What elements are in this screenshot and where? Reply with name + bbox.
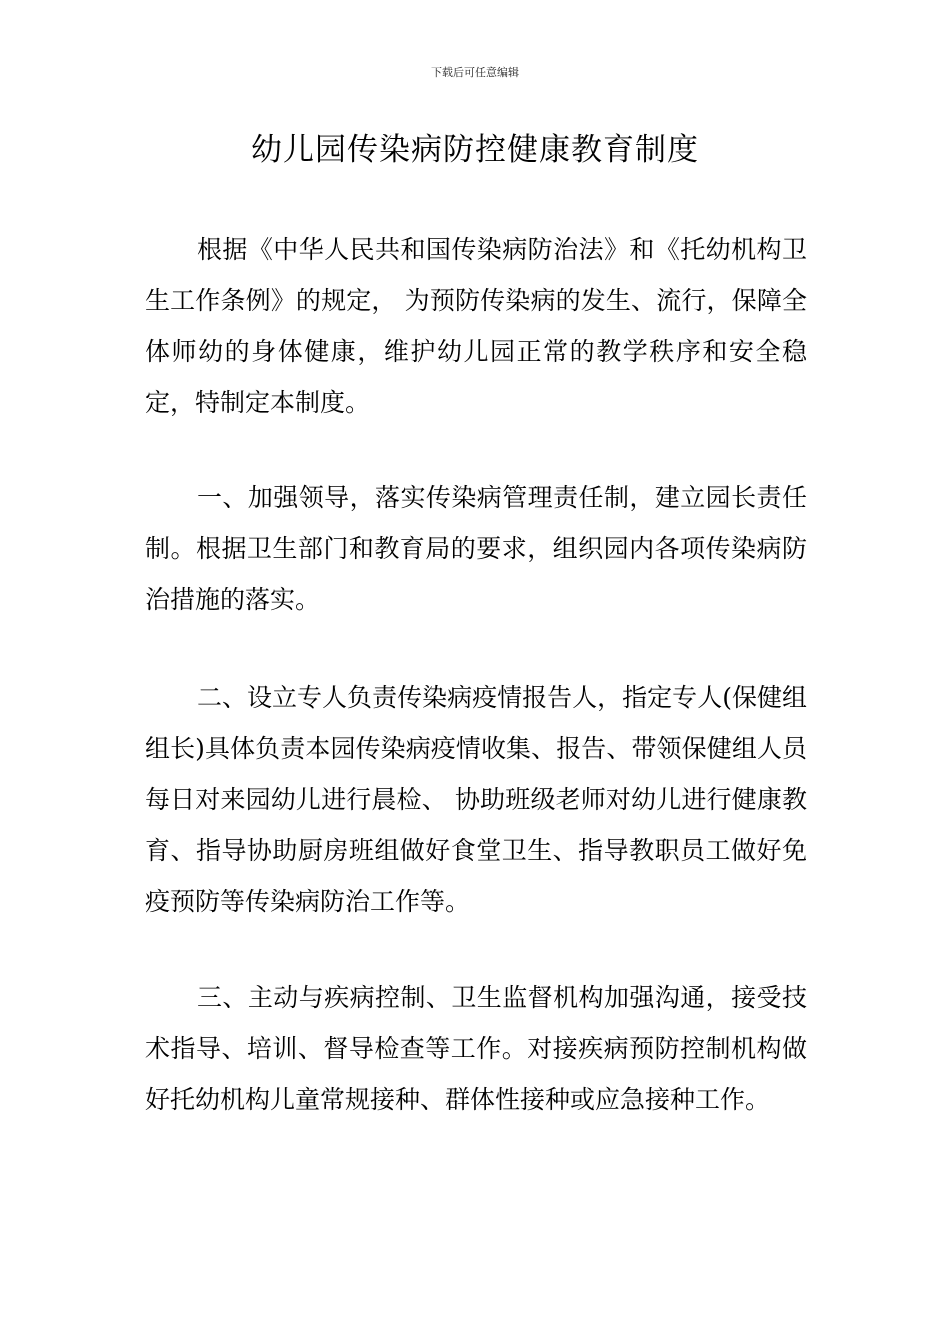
document-title: 幼儿园传染病防控健康教育制度 xyxy=(251,132,699,168)
paragraph-intro: 根据《中华人民共和国传染病防治法》和《托幼机构卫生工作条例》的规定， 为预防传染病的发生、流行，保障全体师幼的身体健康，维护幼儿园正常的教学秩序和安全稳定，特制定本制度。 xyxy=(145,235,807,417)
header-note: 下载后可任意编辑 xyxy=(431,66,519,79)
paragraph-section-two: 二、设立专人负责传染病疫情报告人，指定专人(保健组组长)具体负责本园传染病疫情收集、报告、带领保健组人员每日对来园幼儿进行晨检、 协助班级老师对幼儿进行健康教育、指导协助厨房班组做好食堂卫生、指导教职员工做好免疫预防等传染病防治工作等。 xyxy=(145,683,807,916)
paragraph-section-three: 三、主动与疾病控制、卫生监督机构加强沟通，接受技术指导、培训、督导检查等工作。对接疾病预防控制机构做好托幼机构儿童常规接种、群体性接种或应急接种工作。 xyxy=(145,983,807,1114)
paragraph-section-one: 一、加强领导，落实传染病管理责任制，建立园长责任制。根据卫生部门和教育局的要求，组织园内各项传染病防治措施的落实。 xyxy=(145,483,807,614)
